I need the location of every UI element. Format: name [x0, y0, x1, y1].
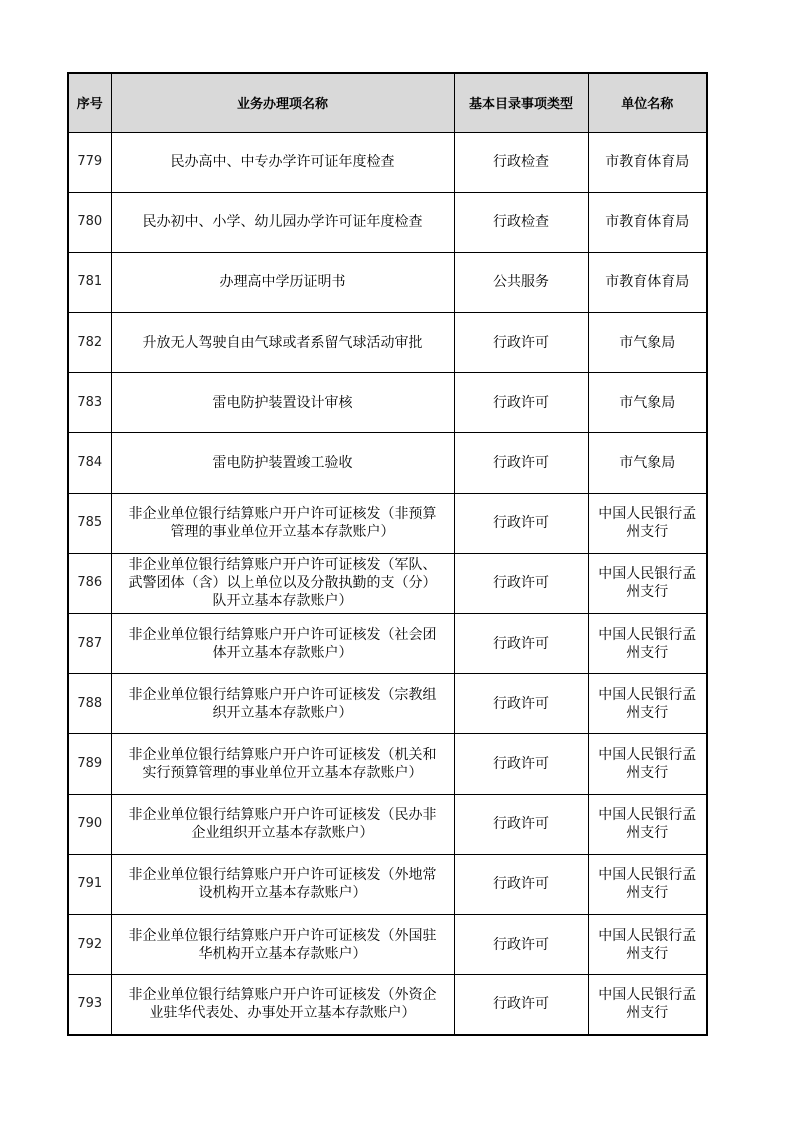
- table-row: [68, 553, 707, 613]
- row-serial-number: 788: [68, 674, 111, 734]
- row-item-type: 行政许可: [454, 975, 588, 1035]
- row-unit-name: 中国人民银行孟州支行: [588, 553, 707, 613]
- row-unit-name: 中国人民银行孟州支行: [588, 794, 707, 854]
- row-serial-number: 782: [68, 313, 111, 373]
- header-item-name: 业务办理项名称: [111, 73, 454, 132]
- row-item-name: 非企业单位银行结算账户开户许可证核发（军队、武警团体（含）以上单位以及分散执勤的支（分）队开立基本存款账户）: [111, 553, 454, 613]
- row-serial-number: 784: [68, 433, 111, 493]
- row-unit-name: 市气象局: [588, 373, 707, 433]
- service-items-table: [67, 72, 708, 1036]
- table-row: [68, 674, 707, 734]
- row-serial-number: 786: [68, 553, 111, 613]
- row-unit-name: 中国人民银行孟州支行: [588, 914, 707, 974]
- header-serial-number: 序号: [68, 73, 111, 132]
- row-unit-name: 市教育体育局: [588, 132, 707, 192]
- row-item-type: 行政许可: [454, 794, 588, 854]
- row-unit-name: 市气象局: [588, 313, 707, 373]
- row-item-name: 办理高中学历证明书: [111, 252, 454, 312]
- table-row: [68, 854, 707, 914]
- row-item-type: 行政许可: [454, 313, 588, 373]
- table-row: [68, 252, 707, 312]
- row-item-name: 非企业单位银行结算账户开户许可证核发（非预算管理的事业单位开立基本存款账户）: [111, 493, 454, 553]
- table-row: [68, 192, 707, 252]
- table-row: [68, 313, 707, 373]
- row-item-type: 公共服务: [454, 252, 588, 312]
- row-item-name: 升放无人驾驶自由气球或者系留气球活动审批: [111, 313, 454, 373]
- row-item-name: 民办初中、小学、幼儿园办学许可证年度检查: [111, 192, 454, 252]
- row-item-type: 行政许可: [454, 914, 588, 974]
- row-item-name: 非企业单位银行结算账户开户许可证核发（机关和实行预算管理的事业单位开立基本存款账户）: [111, 734, 454, 794]
- row-serial-number: 789: [68, 734, 111, 794]
- row-item-name: 非企业单位银行结算账户开户许可证核发（外资企业驻华代表处、办事处开立基本存款账户）: [111, 975, 454, 1035]
- row-unit-name: 中国人民银行孟州支行: [588, 734, 707, 794]
- row-unit-name: 中国人民银行孟州支行: [588, 674, 707, 734]
- row-item-name: 雷电防护装置竣工验收: [111, 433, 454, 493]
- row-item-type: 行政许可: [454, 674, 588, 734]
- row-unit-name: 中国人民银行孟州支行: [588, 493, 707, 553]
- table-row: [68, 914, 707, 974]
- row-serial-number: 783: [68, 373, 111, 433]
- row-unit-name: 中国人民银行孟州支行: [588, 975, 707, 1035]
- row-item-type: 行政检查: [454, 132, 588, 192]
- table-header-row: [68, 73, 707, 132]
- row-item-type: 行政许可: [454, 553, 588, 613]
- row-item-type: 行政许可: [454, 734, 588, 794]
- row-unit-name: 市教育体育局: [588, 252, 707, 312]
- row-item-name: 非企业单位银行结算账户开户许可证核发（外国驻华机构开立基本存款账户）: [111, 914, 454, 974]
- row-unit-name: 市气象局: [588, 433, 707, 493]
- row-item-name: 非企业单位银行结算账户开户许可证核发（社会团体开立基本存款账户）: [111, 614, 454, 674]
- row-serial-number: 787: [68, 614, 111, 674]
- row-serial-number: 780: [68, 192, 111, 252]
- row-serial-number: 791: [68, 854, 111, 914]
- row-item-name: 非企业单位银行结算账户开户许可证核发（宗教组织开立基本存款账户）: [111, 674, 454, 734]
- row-item-type: 行政检查: [454, 192, 588, 252]
- row-unit-name: 中国人民银行孟州支行: [588, 614, 707, 674]
- row-item-type: 行政许可: [454, 854, 588, 914]
- row-item-name: 雷电防护装置设计审核: [111, 373, 454, 433]
- row-unit-name: 中国人民银行孟州支行: [588, 854, 707, 914]
- row-serial-number: 792: [68, 914, 111, 974]
- table-row: [68, 794, 707, 854]
- row-serial-number: 779: [68, 132, 111, 192]
- header-unit-name: 单位名称: [588, 73, 707, 132]
- table-row: [68, 433, 707, 493]
- row-item-name: 非企业单位银行结算账户开户许可证核发（民办非企业组织开立基本存款账户）: [111, 794, 454, 854]
- table-row: [68, 132, 707, 192]
- row-item-type: 行政许可: [454, 373, 588, 433]
- row-item-type: 行政许可: [454, 493, 588, 553]
- table-row: [68, 614, 707, 674]
- header-item-type: 基本目录事项类型: [454, 73, 588, 132]
- row-serial-number: 785: [68, 493, 111, 553]
- table-row: [68, 975, 707, 1035]
- row-unit-name: 市教育体育局: [588, 192, 707, 252]
- table-row: [68, 734, 707, 794]
- row-serial-number: 790: [68, 794, 111, 854]
- table-row: [68, 493, 707, 553]
- row-item-type: 行政许可: [454, 433, 588, 493]
- row-item-name: 非企业单位银行结算账户开户许可证核发（外地常设机构开立基本存款账户）: [111, 854, 454, 914]
- row-serial-number: 793: [68, 975, 111, 1035]
- row-serial-number: 781: [68, 252, 111, 312]
- table-row: [68, 373, 707, 433]
- row-item-type: 行政许可: [454, 614, 588, 674]
- row-item-name: 民办高中、中专办学许可证年度检查: [111, 132, 454, 192]
